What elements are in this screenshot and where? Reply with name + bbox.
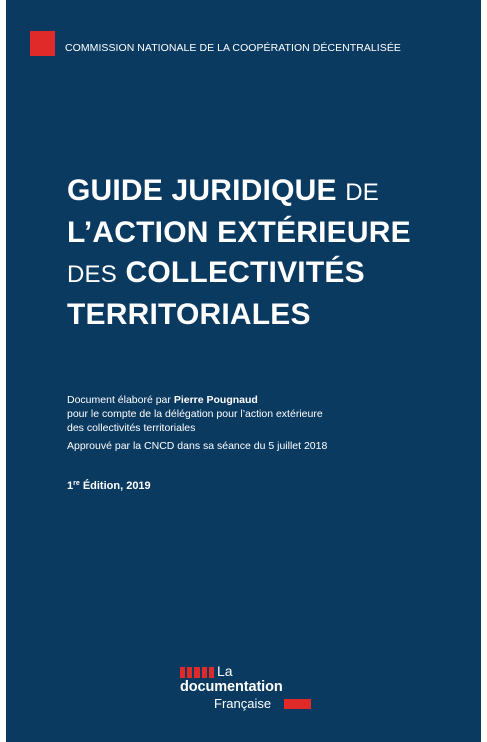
title-line-3	[67, 253, 472, 295]
publisher-logo	[180, 665, 310, 715]
title-de: DE	[345, 179, 380, 206]
description	[67, 393, 467, 453]
book-title	[67, 171, 472, 335]
commission-name: COMMISSION NATIONALE DE LA COOPÉRATION DÉCENTRALISÉE	[65, 42, 401, 54]
description-line-1	[67, 393, 467, 407]
logo-documentation: documentation	[180, 679, 283, 695]
edition-text: Édition, 2019	[82, 480, 151, 492]
edition-superscript: re	[73, 480, 80, 487]
logo-francaise: Française	[214, 696, 272, 711]
edition-number: 1	[67, 480, 74, 492]
description-line-3: des collectivités territoriales	[67, 422, 196, 434]
approval-line: Approuvé par la CNCD dans sa séance du 5 juillet 2018	[67, 440, 328, 452]
logo-red-box	[284, 699, 311, 709]
logo-red-bars	[180, 667, 214, 678]
book-cover	[6, 0, 481, 742]
title-collectivites: COLLECTIVITÉS	[125, 256, 365, 289]
description-prefix: Document élaboré par	[67, 394, 171, 406]
description-line-2: pour le compte de la délégation pour l’action extérieure	[67, 408, 323, 420]
edition	[67, 480, 151, 492]
title-line-2: L’ACTION EXTÉRIEURE	[67, 216, 411, 249]
title-guide-juridique: GUIDE JURIDIQUE	[67, 174, 337, 207]
title-line-1	[67, 171, 472, 213]
author-name: Pierre Pougnaud	[173, 394, 258, 406]
red-square-mark	[30, 31, 55, 56]
title-line-4: TERRITORIALES	[67, 298, 311, 331]
title-des: DES	[67, 261, 117, 288]
logo-la: La	[217, 663, 233, 679]
